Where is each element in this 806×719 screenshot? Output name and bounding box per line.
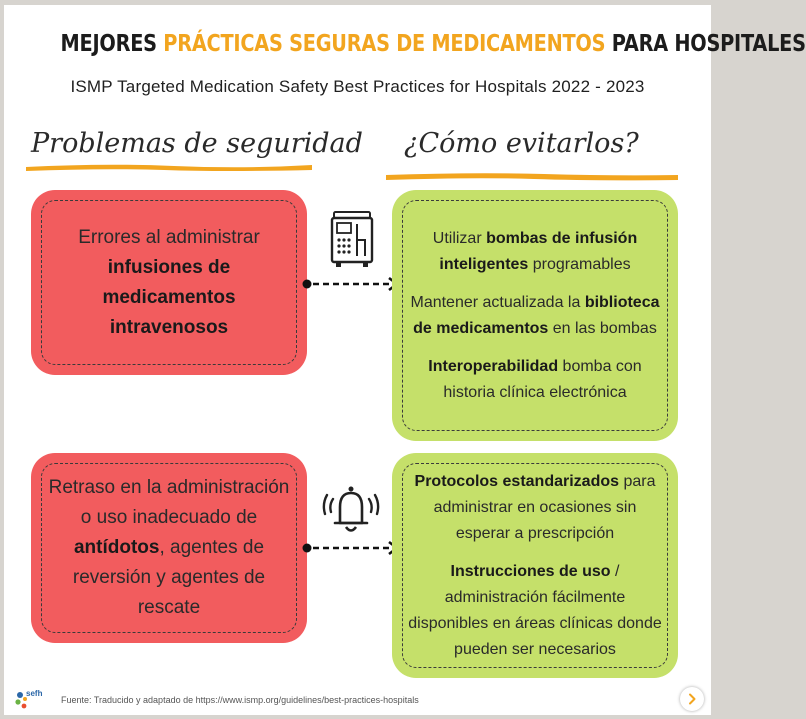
sefh-logo-text: sefh (26, 689, 43, 698)
solution-text: en las bombas (548, 319, 657, 337)
problem-text-bold: antídotos (73, 537, 160, 558)
alarm-bell-icon (322, 481, 380, 537)
solution-item (407, 354, 663, 406)
source-note: Fuente: Traducido y adaptado de https://www.ismp.org/guidelines/best-practices-hospitals (61, 695, 419, 705)
solution-list-antidotes (402, 463, 668, 668)
solution-list-infusions (402, 200, 668, 431)
connector-arrow-1 (301, 276, 405, 292)
problem-text-after: , agentes de reversión y agentes de rescate (72, 537, 266, 618)
problem-text-antidotes (41, 463, 297, 633)
problem-text-normal: Retraso en la administración o uso inadecuado de (48, 477, 290, 528)
heading-problems: Problemas de seguridad (31, 128, 363, 159)
solution-text: programables (528, 255, 631, 273)
next-slide-button[interactable] (680, 687, 704, 711)
solution-text: Mantener actualizada la (410, 293, 585, 311)
solution-box-antidotes (392, 453, 678, 678)
title-text-start: MEJORES (60, 31, 164, 57)
page-title (60, 31, 806, 57)
title-text-end: PARA HOSPITALES (605, 31, 806, 57)
solution-bold: Interoperabilidad (428, 357, 559, 375)
infusion-pump-icon (330, 210, 374, 270)
solution-item (407, 290, 663, 342)
solution-item (407, 469, 663, 547)
solution-text: para administrar en ocasiones sin esperar a prescripción (433, 472, 656, 542)
chevron-right-icon (687, 693, 697, 705)
infographic (4, 5, 806, 715)
solution-bold: Instrucciones de uso (450, 562, 611, 580)
problem-box-antidotes (31, 453, 307, 643)
problem-text-bold: infusiones de medicamentos intravenosos (102, 256, 236, 338)
heading-how-to-avoid-underline (384, 170, 680, 182)
title-highlight: PRÁCTICAS SEGURAS DE MEDICAMENTOS (163, 31, 606, 57)
problem-text-normal: Errores al administrar (78, 226, 260, 248)
solution-text: / administración fácilmente disponibles en áreas clínicas donde pueden ser necesarios (408, 562, 662, 658)
problem-text-antidotes-body (48, 473, 290, 623)
solution-item (407, 226, 663, 278)
heading-how-to-avoid: ¿Cómo evitarlos? (404, 128, 639, 159)
solution-text: Utilizar (432, 229, 487, 247)
heading-problems-underline (24, 161, 314, 173)
problem-text-infusions (41, 200, 297, 365)
subtitle: ISMP Targeted Medication Safety Best Practices for Hospitals 2022 - 2023 (70, 77, 645, 96)
problem-box-infusions (31, 190, 307, 375)
solution-box-infusions (392, 190, 678, 441)
solution-item (407, 559, 663, 663)
solution-bold: bombas de infusión inteligentes (439, 229, 638, 273)
solution-text: bomba con historia clínica electrónica (443, 357, 642, 401)
solution-bold: biblioteca de medicamentos (413, 293, 660, 337)
connector-arrow-2 (301, 540, 405, 556)
solution-bold: Protocolos estandarizados (414, 472, 620, 490)
